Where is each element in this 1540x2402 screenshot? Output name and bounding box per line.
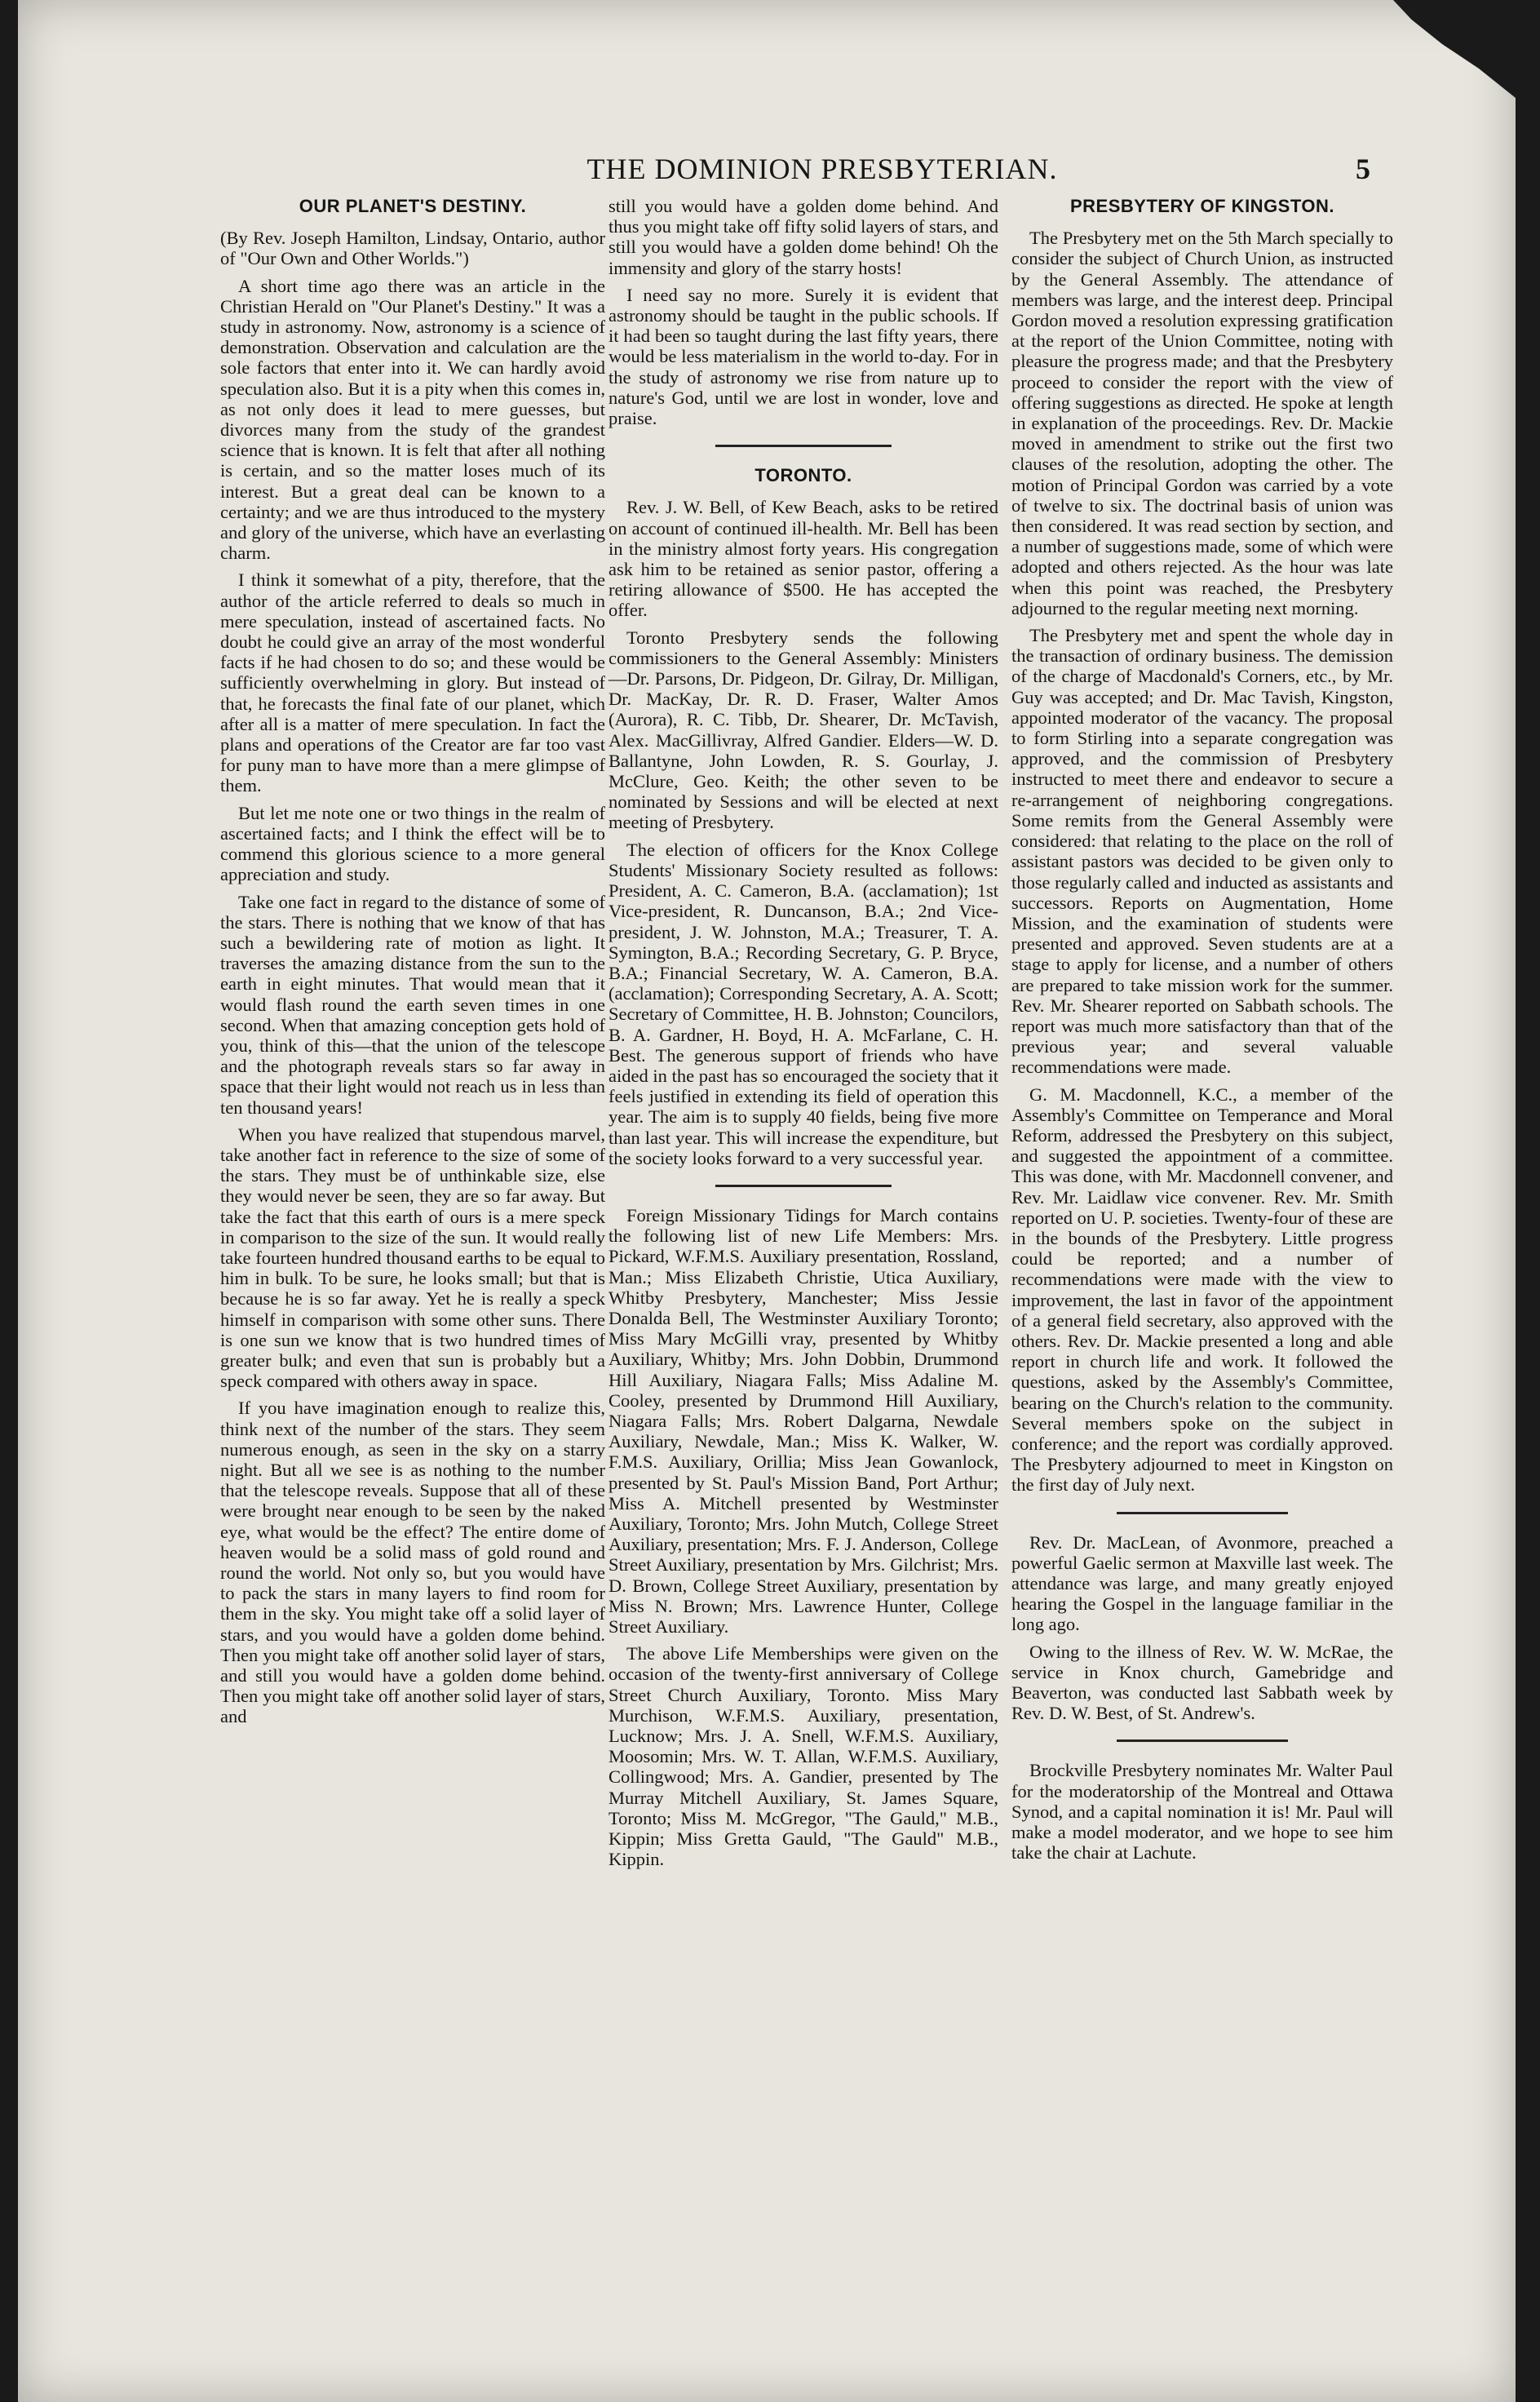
article-paragraph: still you would have a golden dome behind. And thus you might take off fifty solid layers of stars, and still you would have a golden dome behind! Oh the immensity and glory of the starry hosts! <box>608 196 998 278</box>
article-paragraph: I need say no more. Surely it is evident that astronomy should be taught in the public schools. If it had been so taught during the last fifty years, there would be less materialism in the world to-day. For in the study of astronomy we rise from nature up to nature's God, until we are lost in wonder, love and praise. <box>608 284 998 429</box>
article-paragraph: But let me note one or two things in the realm of ascertained facts; and I think the effect will be to commend this glorious science to a more general appreciation and study. <box>220 802 605 885</box>
article-heading-planet: OUR PLANET'S DESTINY. <box>299 196 527 216</box>
article-paragraph: Brockville Presbytery nominates Mr. Walter Paul for the moderatorship of the Montreal and Ottawa Synod, and a capital nomination it is! Mr. Paul will make a model moderator, and we hope to see him take the chair at Lachute. <box>1011 1760 1393 1864</box>
article-paragraph: A short time ago there was an article in the Christian Herald on "Our Planet's Destiny." It was a study in astronomy. Now, astronomy is a science of demonstration. Observation and calculation are the sole factors that enter into it. We can hardly avoid speculation also. But it is a pity when this comes in, as not only does it lead to mere guesses, but divorces many from the study of the grandest science that is known. It is felt that after all nothing is certain, and so the matter loses much of its interest. But a great deal can be known to a certainty; and we are thus introduced to the mystery and glory of the universe, which have an everlasting charm. <box>220 275 605 564</box>
article-paragraph: The election of officers for the Knox College Students' Missionary Society resulted as follows: President, A. C. Cameron, B.A. (acclamation); 1st Vice-president, R. Duncanson, B.A.; 2nd Vice-president, J. W. Johnston, M.A.; Treasurer, T. A. Symington, B.A.; Recording Secretary, G. P. Bryce, B.A.; Financial Secretary, W. A. Cameron, B.A. (acclamation); Corresponding Secretary, A. A. Scott; Secretary of Committee, H. B. Johnston; Councilors, B. A. Gardner, H. Boyd, H. A. McFarlane, C. H. Best. The generous support of friends who have aided in the past has so encouraged the society that it feels justified in extending its field of operation this year. The aim is to supply 40 fields, being five more than last year. This will increase the expenditure, but the society looks forward to a very successful year. <box>608 839 998 1168</box>
article-byline: (By Rev. Joseph Hamilton, Lindsay, Ontario, author of "Our Own and Other Worlds.") <box>220 228 605 269</box>
article-heading-toronto: TORONTO. <box>755 465 852 486</box>
article-paragraph: The above Life Memberships were given on the occasion of the twenty-first anniversary of College Street Church Auxiliary, Toronto. Miss Mary Murchison, W.F.M.S. Auxiliary, presentation, Lucknow; Mrs. J. A. Snell, W.F.M.S. Auxiliary, Moosomin; Mrs. W. T. Allan, W.F.M.S. Auxiliary, Collingwood; Mrs. A. Gandier, presented by The Murray Mitchell Auxiliary, St. James Square, Toronto; Miss M. McGregor, "The Gauld," M.B., Kippin; Miss Gretta Gauld, "The Gauld" M.B., Kippin. <box>608 1643 998 1870</box>
article-paragraph: The Presbytery met and spent the whole day in the transaction of ordinary business. The demission of the charge of Macdonald's Corners, etc., by Mr. Guy was accepted; and Dr. Mac Tavish, Kingston, appointed moderator of the vacancy. The proposal to form Stirling into a separate congregation was approved, and the commission of Presbytery instructed to meet there and endeavor to secure a re-arrangement of neighboring congregations. Some remits from the General Assembly were considered: that relating to the place on the roll of assistant pastors was decided to be given only to those regularly called and inducted as assistants and successors. Reports on Augmentation, Home Mission, and the examination of students were presented and approved. Seven students are at a stage to apply for license, and a number of others are prepared to take mission work for the summer. Rev. Mr. Shearer reported on Sabbath schools. The report was much more satisfactory than that of the previous year; and several valuable recommendations were made. <box>1011 625 1393 1078</box>
publication-title: THE DOMINION PRESBYTERIAN. <box>586 153 1058 185</box>
article-paragraph: Rev. Dr. MacLean, of Avonmore, preached a powerful Gaelic sermon at Maxville last week. The attendance was large, and many greatly enjoyed hearing the Gospel in the language familiar in the long ago. <box>1011 1531 1393 1635</box>
section-divider <box>1117 1739 1289 1742</box>
article-paragraph: G. M. Macdonnell, K.C., a member of the Assembly's Committee on Temperance and Moral Reform, addressed the Presbytery on this subject, and suggested the appointment of a committee. This was done, with Mr. Macdonnell convener, and Rev. Mr. Laidlaw vice convener. Rev. Mr. Smith reported on U. P. societies. Twenty-four of these are in the bounds of the Presbytery. Little progress could be reported; and a number of recommendations were made with the view to improvement, the last in favor of the appointment of a general field secretary, also approved with the others. Rev. Dr. Mackie presented a long and able report in church life and work. It followed the questions, asked by the Assembly's Committee, bearing on the Church's relation to the community. Several members spoke on the subject in conference; and the report was cordially approved. The Presbytery adjourned to meet in Kingston on the first day of July next. <box>1011 1084 1393 1496</box>
section-divider <box>715 445 891 447</box>
newspaper-page <box>18 0 1516 2402</box>
article-heading-kingston: PRESBYTERY OF KINGSTON. <box>1069 196 1335 216</box>
column-2 <box>608 196 998 1876</box>
article-paragraph: Owing to the illness of Rev. W. W. McRae, the service in Knox church, Gamebridge and Beaverton, was conducted last Sabbath week by Rev. D. W. Best, of St. Andrew's. <box>1011 1641 1393 1724</box>
column-1 <box>220 196 605 1734</box>
page-number: 5 <box>1356 153 1370 185</box>
article-paragraph: Rev. J. W. Bell, of Kew Beach, asks to be retired on account of continued ill-health. Mr. Bell has been in the ministry almost forty years. His congregation ask him to be retained as senior pastor, offering a retiring allowance of $500. He has accepted the offer. <box>608 497 998 621</box>
section-divider <box>1117 1512 1289 1514</box>
article-paragraph: When you have realized that stupendous marvel, take another fact in reference to the size of some of the stars. They must be of unthinkable size, else they would never be seen, they are so far away. But take the fact that this earth of ours is a mere speck in comparison to the size of the sun. It would really take fourteen hundred thousand earths to be equal to him in bulk. To be sure, he looks small; but that is because he is so far away. Yet he is really a speck himself in comparison with some other suns. There is one sun we know that is two hundred times of greater bulk; and even that sun is probably but a speck compared with others away in space. <box>220 1123 605 1392</box>
article-paragraph: If you have imagination enough to realize this, think next of the number of the stars. They seem numerous enough, as seen in the sky on a starry night. But all we see is as nothing to the number that the telescope reveals. Suppose that all of these were brought near enough to be seen by the naked eye, what would be the effect? The entire dome of heaven would be a solid mass of gold round and round the world. Not only so, but you would have to pack the stars in many layers to find room for them in the sky. You might take off a solid layer of stars, and you would have a golden dome behind. Then you might take off another solid layer of stars, and still you would have a golden dome behind. Then you might take off another solid layer of stars, and <box>220 1398 605 1727</box>
torn-corner <box>1393 0 1516 98</box>
article-paragraph: I think it somewhat of a pity, therefore, that the author of the article referred to deals so much in mere speculation, instead of ascertained facts. No doubt he could give an array of the most wonderful facts if he had chosen to do so; and these would be sufficiently overwhelming in glory. But instead of that, he forecasts the final fate of our planet, which after all is a matter of mere speculation. In fact the plans and operations of the Creator are far too vast for puny man to have more than a mere glimpse of them. <box>220 569 605 796</box>
article-paragraph: Toronto Presbytery sends the following commissioners to the General Assembly: Ministers—Dr. Parsons, Dr. Pidgeon, Dr. Gilray, Dr. Milligan, Dr. MacKay, Dr. R. D. Fraser, Walter Amos (Aurora), R. C. Tibb, Dr. Shearer, Dr. McTavish, Alex. MacGillivray, Alfred Gandier. Elders—W. D. Ballantyne, John Lowden, R. S. Gourlay, J. McClure, Geo. Keith; the other seven to be nominated by Sessions and will be elected at next meeting of Presbytery. <box>608 627 998 833</box>
article-paragraph: Take one fact in regard to the distance of some of the stars. There is nothing that we know of that has such a bewildering rate of motion as light. It traverses the amazing distance from the sun to the earth in eight minutes. That would mean that it would flash round the earth seven times in one second. When that amazing conception gets hold of you, think of this—that the union of the telescope and the photograph reveals stars so far away in space that their light would not reach us in less than ten thousand years! <box>220 891 605 1118</box>
article-paragraph: The Presbytery met on the 5th March specially to consider the subject of Church Union, as instructed by the General Assembly. The attendance of members was large, and the interest deep. Principal Gordon moved a resolution expressing gratification at the report of the Union Committee, noting with pleasure the progress made; and that the Presbytery proceed to consider the report with the view of offering suggestions as directed. He spoke at length in explanation of the proceedings. Rev. Dr. Mackie moved in amendment to strike out the first two clauses of the resolution, adopting the other. The motion of Principal Gordon was carried by a vote of twelve to six. The doctrinal basis of union was then considered. It was read section by section, and a number of suggestions made, some of which were adopted and others rejected. As the hour was late when this point was reached, the Presbytery adjourned to the regular meeting next morning. <box>1011 228 1393 618</box>
article-paragraph: Foreign Missionary Tidings for March contains the following list of new Life Members: Mrs. Pickard, W.F.M.S. Auxiliary presentation, Rossland, Man.; Miss Elizabeth Christie, Utica Auxiliary, Whitby Presbytery, Manchester; Miss Jessie Donalda Bell, The Westminster Auxiliary Toronto; Miss Mary McGilli vray, presented by Whitby Auxiliary, Whitby; Mrs. John Dobbin, Drummond Hill Auxiliary, Niagara Falls; Miss Adaline M. Cooley, presented by Drummond Hill Auxiliary, Niagara Falls; Mrs. Robert Dalgarna, Newdale Auxiliary, Newdale, Man.; Miss K. Walker, W. F.M.S. Auxiliary, Orillia; Miss Jean Gowanlock, presented by St. Paul's Mission Band, Port Arthur; Miss A. Mitchell presented by Westminster Auxiliary, Toronto; Mrs. John Mutch, College Street Auxiliary, presentation; Mrs. F. J. Anderson, College Street Auxiliary, presentation by Mrs. Gilchrist; Mrs. D. Brown, College Street Auxiliary, presentation by Miss N. Brown; Mrs. Lawrence Hunter, College Street Auxiliary. <box>608 1204 998 1637</box>
section-divider <box>715 1185 891 1187</box>
column-3 <box>1011 196 1393 1869</box>
